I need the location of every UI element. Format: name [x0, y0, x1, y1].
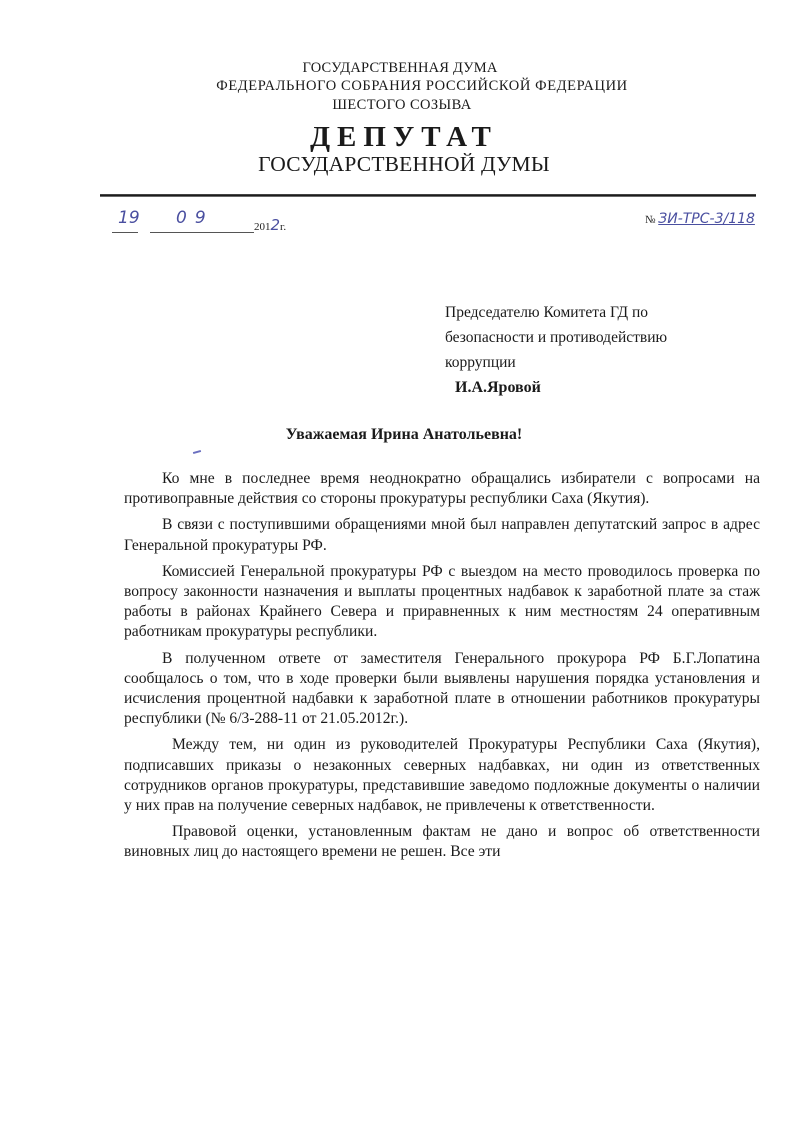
body-paragraph: Между тем, ни один из руководителей Прокуратуры Республики Саха (Якутия), подписавших приказы о незаконных северных надбавках, ни один из ответственных сотрудников органов прокуратуры, представившие заведомо подложные документы о наличии у них прав на получение северных надбавок, не привлечены к ответственности. — [124, 736, 760, 815]
body-paragraph: Ко мне в последнее время неоднократно обращались избиратели с вопросами на противоправные действия со стороны прокуратуры республики Саха (Якутия). — [124, 470, 760, 508]
reference-handwritten: ЗИ-ТРС-3/118 — [658, 211, 755, 227]
date-year-handwritten: 2 — [270, 216, 281, 234]
body-paragraph: Комиссией Генеральной прокуратуры РФ с выездом на место проводилось проверка по вопросу законности назначения и выплаты процентных надбавок к заработной плате за стаж работы в районах Крайнего Севера и приравненных к ним местностям 24 оперативным работникам прокуратуры республики. — [124, 562, 760, 641]
date-day: 19 — [118, 208, 140, 228]
body-paragraph: Правовой оценки, установленным фактам не дано и вопрос об ответственности виновных лиц до настоящего времени не решен. Все эти — [124, 823, 760, 861]
addressee-block — [445, 300, 667, 400]
reference-prefix: № — [645, 214, 656, 226]
addressee-line-3: коррупции — [445, 354, 516, 371]
document-date — [112, 208, 352, 238]
addressee-line-2: безопасности и противодействию — [445, 329, 668, 346]
pen-mark — [193, 450, 201, 454]
letterhead-title: ДЕПУТАТ — [310, 121, 498, 153]
date-year-suffix: г. — [280, 221, 287, 233]
salutation: Уважаемая Ирина Анатольевна! — [285, 426, 523, 443]
addressee-name: И.А.Яровой — [455, 379, 541, 396]
letterhead-line-2: ФЕДЕРАЛЬНОГО СОБРАНИЯ РОССИЙСКОЙ ФЕДЕРАЦИИ — [216, 78, 628, 94]
date-year — [254, 216, 286, 234]
reference-number — [645, 211, 755, 227]
date-year-printed: 201 — [254, 221, 271, 233]
date-day-underline — [112, 232, 138, 233]
date-month-underline — [150, 232, 254, 233]
body-paragraph: В полученном ответе от заместителя Генерального прокурора РФ Б.Г.Лопатина сообщалось о том, что в ходе проверки были выявлены нарушения порядка установления и исчисления процентной надбавки к заработной плате в отношении работников прокуратуры республики (№ 6/3-288-11 от 21.05.2012г.). — [124, 649, 760, 728]
addressee-line-1: Председателю Комитета ГД по — [445, 304, 649, 321]
letter-body — [124, 469, 760, 869]
letterhead-line-3: ШЕСТОГО СОЗЫВА — [332, 97, 472, 113]
date-month: 09 — [176, 208, 214, 228]
letterhead-divider — [100, 194, 756, 197]
letterhead-line-1: ГОСУДАРСТВЕННАЯ ДУМА — [302, 60, 498, 76]
body-paragraph: В связи с поступившими обращениями мной был направлен депутатский запрос в адрес Генеральной прокуратуры РФ. — [124, 516, 760, 554]
letterhead-subtitle: ГОСУДАРСТВЕННОЙ ДУМЫ — [258, 152, 550, 176]
